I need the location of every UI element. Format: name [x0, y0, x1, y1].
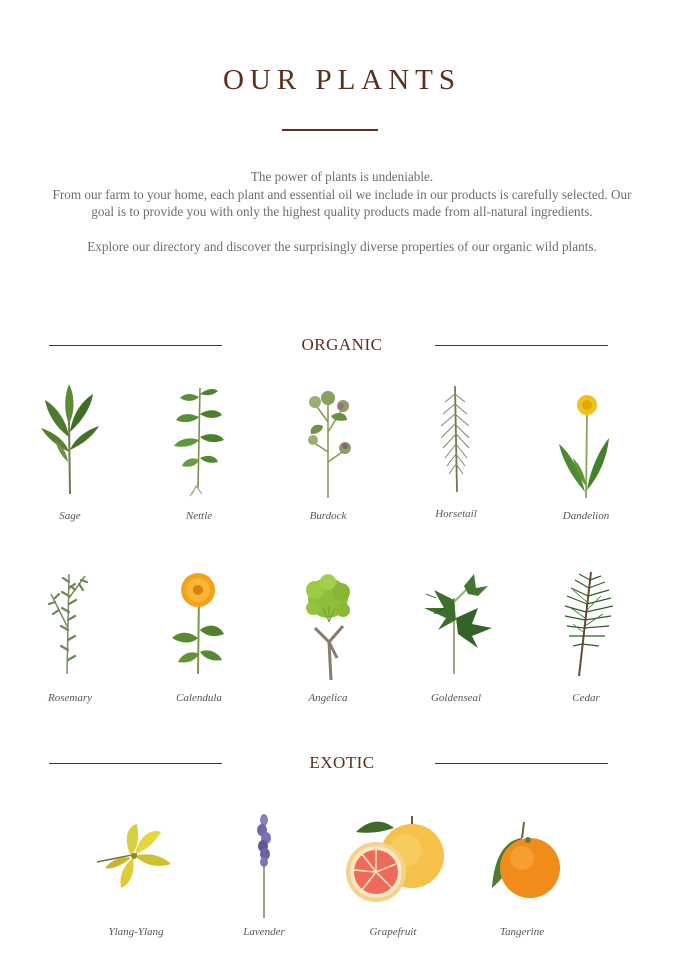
plant-horsetail[interactable]: [401, 382, 511, 520]
calendula-icon: [164, 568, 234, 680]
exotic-heading: EXOTIC: [309, 753, 375, 772]
nettle-icon: [164, 382, 234, 498]
goldenseal-icon: [416, 568, 496, 680]
plant-dandelion[interactable]: [531, 382, 641, 522]
plant-label: Rosemary: [48, 692, 92, 704]
plant-label: Horsetail: [435, 508, 477, 520]
cedar-icon: [551, 568, 621, 680]
plant-rosemary[interactable]: [15, 568, 125, 704]
intro-text: [40, 168, 644, 255]
plant-label: Angelica: [308, 692, 348, 704]
plant-lavender[interactable]: [209, 810, 319, 938]
plant-cedar[interactable]: [531, 568, 641, 704]
intro-line-1: The power of plants is undeniable.: [250, 169, 434, 184]
sage-icon: [35, 382, 105, 498]
dandelion-icon: [551, 382, 621, 498]
plant-label: Tangerine: [499, 926, 545, 938]
plant-label: Cedar: [572, 692, 600, 704]
plant-nettle[interactable]: [144, 382, 254, 522]
plant-label: Lavender: [243, 926, 285, 938]
ylang-ylang-icon: [91, 810, 181, 910]
plant-label: Grapefruit: [369, 926, 417, 938]
grapefruit-icon: [338, 810, 448, 910]
horsetail-icon: [421, 382, 491, 498]
plant-tangerine[interactable]: [467, 810, 577, 938]
angelica-icon: [293, 568, 363, 680]
plant-label: Sage: [59, 510, 81, 522]
rosemary-icon: [35, 568, 105, 680]
plant-angelica[interactable]: [273, 568, 383, 704]
plant-goldenseal[interactable]: [401, 568, 511, 704]
intro-line-3: Explore our directory and discover the surprisingly diverse properties of our organic wild plants.: [87, 238, 597, 254]
plant-ylang-ylang[interactable]: [81, 810, 191, 938]
plant-burdock[interactable]: [273, 382, 383, 522]
lavender-icon: [244, 810, 284, 918]
organic-heading: ORGANIC: [301, 335, 383, 354]
plant-label: Burdock: [309, 510, 347, 522]
plant-sage[interactable]: [15, 382, 125, 522]
plant-label: Dandelion: [562, 510, 610, 522]
plant-label: Goldenseal: [430, 692, 482, 704]
title-divider: [282, 129, 378, 131]
plant-grapefruit[interactable]: [338, 810, 448, 938]
plant-label: Nettle: [185, 510, 213, 522]
plant-label: Ylang-Ylang: [108, 926, 164, 938]
plant-label: Calendula: [176, 692, 222, 704]
page-title: OUR PLANTS: [222, 64, 462, 96]
intro-line-2: From our farm to your home, each plant and essential oil we include in our products is carefully selected. Our goal is to provide you with only the highest quality products made from all-natural ingredients.: [52, 186, 632, 219]
burdock-icon: [293, 382, 363, 498]
plant-calendula[interactable]: [144, 568, 254, 704]
tangerine-icon: [472, 810, 572, 910]
